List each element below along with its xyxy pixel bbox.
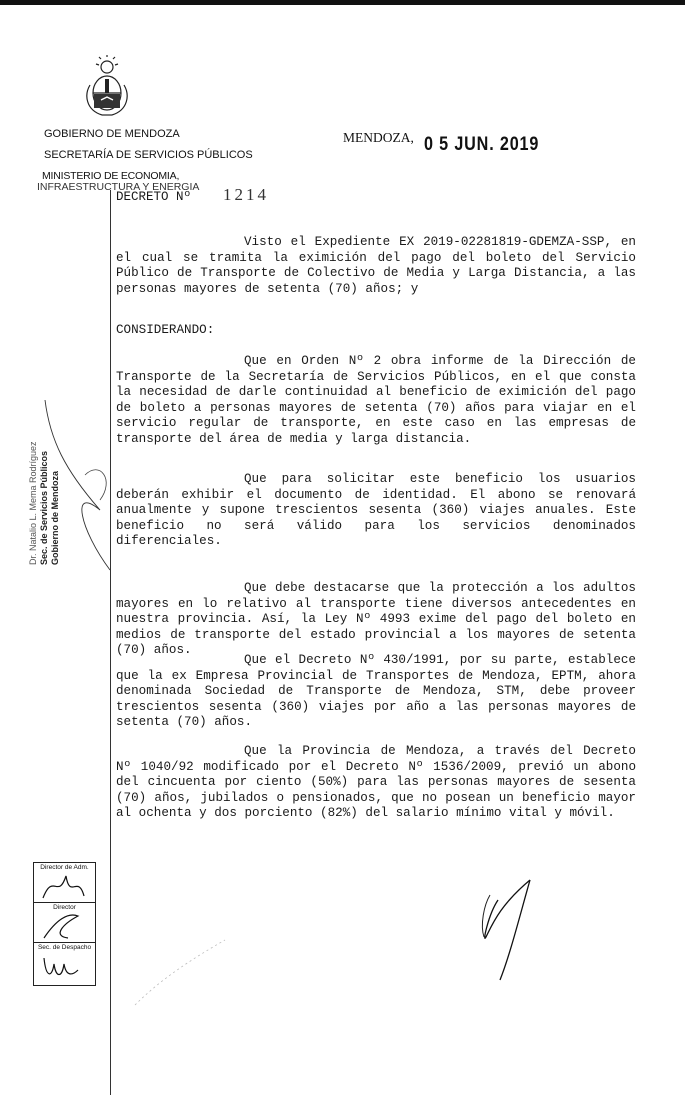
- considerando-paragraph-2: Que para solicitar este beneficio los usuarios deberán exhibir el documento de identidad. El abono se renovará anualmente y supone trescientos sesenta (360) viajes anuales. Este beneficio no será válido para los servicios denominados diferenciales.: [116, 472, 636, 548]
- date-stamp: 0 5 JUN. 2019: [424, 134, 540, 155]
- considerando-paragraph-4: Que el Decreto Nº 430/1991, por su parte, establece que la ex Empresa Provincial de Transportes de Mendoza, EPTM, ahora denominada Sociedad de Transporte de Mendoza, STM, debe proveer trescientos sesenta (360) viajes por año a las personas mayores de setenta (70) años.: [116, 653, 636, 729]
- side-signature-icon: [40, 400, 120, 590]
- secretary-government: Gobierno de Mendoza: [50, 470, 60, 565]
- stamp-cell-director-adm: [34, 863, 95, 903]
- considerando-paragraph-3: Que debe destacarse que la protección a los adultos mayores en lo relativo al transporte tiene diversos antecedentes en nuestra provincia. Así, la Ley Nº 4993 exime del pago del boleto en medios de transporte del estado provincial a los mayores de setenta (70) años.: [116, 581, 636, 657]
- secretary-name: Dr. Natalio L. Mema Rodríguez: [28, 441, 38, 565]
- stamp-label-director: Director: [53, 904, 76, 911]
- margin-line: [110, 190, 111, 1095]
- header-infraestructura: INFRAESTRUCTURA Y ENERGIA: [37, 181, 200, 193]
- stamp-label-director-adm: Director de Adm.: [40, 864, 89, 871]
- decreto-number: 1214: [223, 185, 269, 204]
- faint-marks-icon: [130, 920, 250, 1010]
- initial-signature-icon: [38, 950, 90, 982]
- coat-of-arms-icon: [82, 55, 132, 120]
- initial-signature-icon: [38, 910, 90, 942]
- initials-stamp-box: [33, 862, 96, 986]
- visto-paragraph: Visto el Expediente EX 2019-02281819-GDEMZA-SSP, en el cual se tramita la eximición del pago del boleto del Servicio Público de Transporte de Colectivo de Media y Larga Distancia, a las personas mayores de setenta (70) años; y: [116, 235, 636, 296]
- considerando-paragraph-1: Que en Orden Nº 2 obra informe de la Dirección de Transporte de la Secretaría de Servicios Públicos, en el que consta la necesidad de darle continuidad al beneficio de eximición del pago de boleto a personas mayores de setenta (70) años para viajar en el servicio regular de transporte, en este caso en las empresas de transporte del área de media y larga distancia.: [116, 354, 636, 446]
- stamp-cell-director: [34, 903, 95, 943]
- header-secretaria: SECRETARÍA DE SERVICIOS PÚBLICOS: [44, 149, 253, 161]
- main-signature-icon: [470, 875, 560, 985]
- secretary-office: Sec. de Servicios Públicos: [39, 450, 49, 565]
- decreto-label: DECRETO Nº: [116, 190, 192, 204]
- considerando-paragraph-5: Que la Provincia de Mendoza, a través del Decreto Nº 1040/92 modificado por el Decreto Nº 1536/2009, previó un abono del cincuenta por ciento (50%) para las personas mayores de sesenta (70) años, jubilados o pensionados, que no posean un beneficio mayor al ochenta y dos porciento (82%) del salario mínimo vital y móvil.: [116, 744, 636, 820]
- initial-signature-icon: [38, 870, 90, 902]
- scan-top-edge: [0, 0, 685, 5]
- city-label: MENDOZA,: [343, 130, 414, 145]
- header-gobierno: GOBIERNO DE MENDOZA: [44, 128, 180, 140]
- stamp-cell-despacho: [34, 943, 95, 983]
- stamp-label-despacho: Sec. de Despacho: [37, 944, 92, 951]
- header-ministerio: MINISTERIO DE ECONOMIA,: [42, 170, 180, 182]
- considerando-title: CONSIDERANDO:: [116, 323, 215, 337]
